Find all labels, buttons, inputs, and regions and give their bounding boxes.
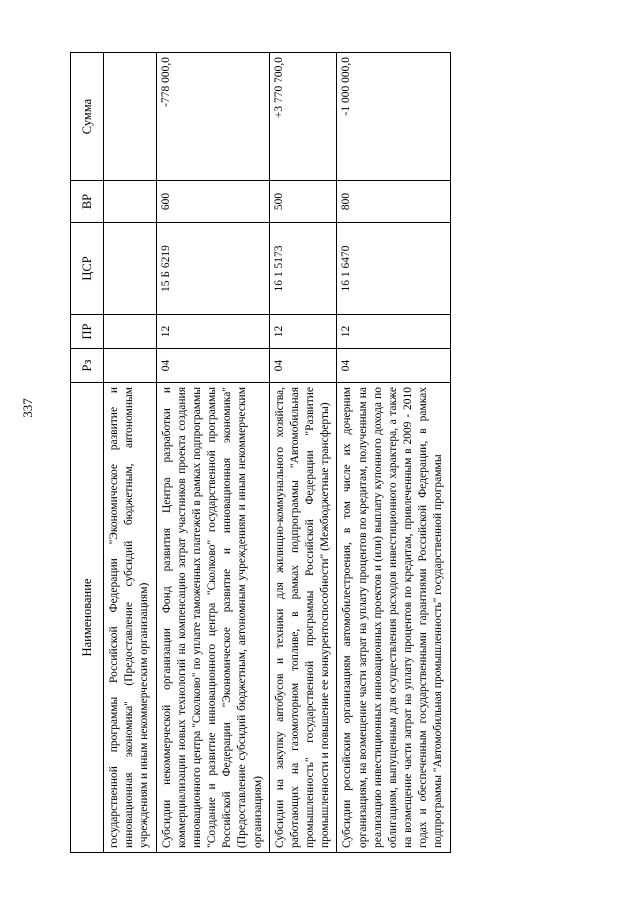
cell-rz (104, 348, 157, 382)
cell-vr: 600 (156, 180, 269, 222)
cell-sum (104, 52, 157, 180)
table-body (104, 52, 451, 852)
column-header-pr: ПР (71, 314, 104, 348)
cell-csr: 16 1 5173 (269, 222, 337, 314)
cell-pr: 12 (337, 314, 450, 348)
column-header-csr: ЦСР (71, 222, 104, 314)
column-header-rz: Рз (71, 348, 104, 382)
column-header-name: Наименование (71, 382, 104, 852)
table-row (104, 52, 157, 852)
table-row (156, 52, 269, 852)
cell-pr: 12 (269, 314, 337, 348)
cell-name: Субсидии российским организациям автомобилестроения, в том числе их дочерним организациям, на возмещение части затрат на уплату процентов по кредитам, полученным на реализацию инвестиционных инновационных проектов и (или) выплату купонного дохода по облигациям, выпущенным для осуществления расходов инвестиционного характера, а также на возмещение части затрат на уплату процентов по кредитам, привлеченным в 2009 - 2010 годах и обеспеченным государственными гарантиями Российской Федерации, в рамках подпрограммы "Автомобильная промышленность" государственной программы (337, 382, 450, 852)
table-header (71, 52, 104, 852)
cell-vr: 500 (269, 180, 337, 222)
table-header-row (71, 52, 104, 852)
cell-vr (104, 180, 157, 222)
cell-csr: 16 1 6470 (337, 222, 450, 314)
column-header-sum: Сумма (71, 52, 104, 180)
column-header-vr: ВР (71, 180, 104, 222)
cell-sum: -778 000,0 (156, 52, 269, 180)
page-number: 337 (19, 398, 35, 418)
rotated-table-container (70, 53, 570, 853)
budget-table (70, 52, 451, 853)
cell-rz: 04 (156, 348, 269, 382)
cell-vr: 800 (337, 180, 450, 222)
cell-name: Субсидии некоммерческой организации Фонд развития Центра разработки и коммерциализации новых технологий на компенсацию затрат участников проекта создания инновационного центра "Сколково" по уплате таможенных платежей в рамках подпрограммы "Создание и развитие инновационного центра "Сколково" государственной программы Российской Федерации "Экономическое развитие и инновационная экономика" (Предоставление субсидий бюджетным, автономным учреждениям и иным некоммерческим организациям) (156, 382, 269, 852)
cell-csr (104, 222, 157, 314)
cell-pr (104, 314, 157, 348)
cell-csr: 15 Б 6219 (156, 222, 269, 314)
cell-rz: 04 (269, 348, 337, 382)
cell-name: государственной программы Российской Федерации "Экономическое развитие и инновационная экономика" (Предоставление субсидий бюджетным, автономным учреждениям и иным некоммерческим организациям) (104, 382, 157, 852)
table-row (269, 52, 337, 852)
cell-rz: 04 (337, 348, 450, 382)
cell-name: Субсидии на закупку автобусов и техники для жилищно-коммунального хозяйства, работающих на газомоторном топливе, в рамках подпрограммы "Автомобильная промышленность" государственной программы Российской Федерации "Развитие промышленности и повышение ее конкурентоспособности" (Межбюджетные трансферты) (269, 382, 337, 852)
cell-pr: 12 (156, 314, 269, 348)
table-row (337, 52, 450, 852)
cell-sum: +3 770 700,0 (269, 52, 337, 180)
cell-sum: -1 000 000,0 (337, 52, 450, 180)
